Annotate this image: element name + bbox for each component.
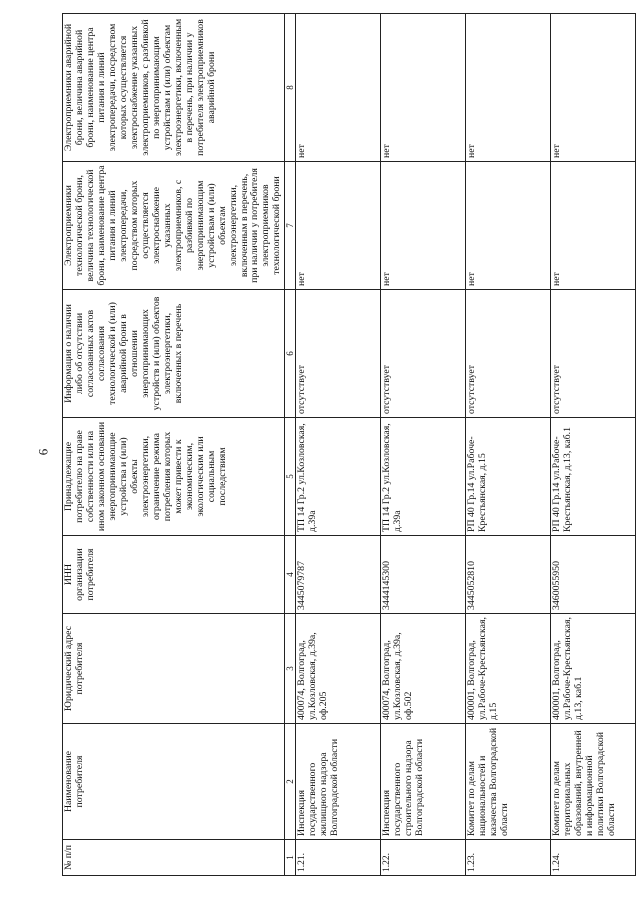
consumer-acts: отсутствует [296,290,381,418]
column-number: 8 [285,14,296,162]
consumer-address: 400001, Волгоград, ул.Рабоче-Крестьянская, д.15 [466,614,551,724]
header-acts: Информация о наличии либо об отсутствии согласованных актов согласования технологической и (или) аварийной брони в отношении энергопринимающих устройств и (или) объектов электроэнергетики, включенных в перечень [63,290,285,418]
header-name: Наименование потребителя [63,724,285,840]
consumer-inn: 3460055950 [551,536,636,614]
header-address: Юридический адрес потребителя [63,614,285,724]
table-row [551,14,636,876]
consumer-tech-reserve: нет [296,162,381,290]
consumer-devices: ТП 14 Гр.2 ул.Козловская, д.39а [296,418,381,536]
column-number: 6 [285,290,296,418]
row-number: 1.21. [296,840,381,876]
column-number: 3 [285,614,296,724]
consumer-devices: РП 40 Гр.14 ул.Рабоче-Крестьянская, д.15 [466,418,551,536]
header-emergency-reserve: Электроприемники аварийной брони, величина аварийной брони, наименование центра питания и линий электропередачи, посредством которых осуществляется электроснабжение указанных электроприемников, с разбивкой по энергопринимающим устройствам и (или) объектам электроэнергетики, включенным в перечень, при наличии у потребителя электроприемников аварийной брони [63,14,285,162]
consumer-emergency-reserve: нет [296,14,381,162]
header-num: № п/п [63,840,285,876]
column-number: 2 [285,724,296,840]
consumers-table-container [62,18,618,876]
consumer-name: Комитет по делам территориальных образований, внутренней и информационной политики Волгоградской области [551,724,636,840]
consumer-acts: отсутствует [551,290,636,418]
consumer-tech-reserve: нет [381,162,466,290]
column-numbers-row [285,14,296,876]
consumer-devices: ТП 14 Гр.2 ул.Козловская, д.39а [381,418,466,536]
consumer-acts: отсутствует [381,290,466,418]
header-tech-reserve: Электроприемники технологической брони, величина технологической брони, наименование центра питания и линий электропередачи, посредством которых осуществляется электроснабжение указанных электроприемников, с разбивкой по энергопринимающим устройствам и (или) объектам электроэнергетики, включенным в перечень, при наличии у потребителя электроприемников технологической брони [63,162,285,290]
consumer-devices: РП 40 Гр.14 ул.Рабоче-Крестьянская, д.13, каб.1 [551,418,636,536]
row-number: 1.24. [551,840,636,876]
page-number: 6 [35,448,51,456]
header-inn: ИНН организации потребителя [63,536,285,614]
header-row [63,14,285,876]
consumer-address: 400074, Волгоград, ул.Козловская, д.39а, оф.502 [381,614,466,724]
consumer-emergency-reserve: нет [381,14,466,162]
consumer-acts: отсутствует [466,290,551,418]
consumer-inn: 3445079787 [296,536,381,614]
consumer-address: 400074, Волгоград, ул.Козловская, д.39а, оф.205 [296,614,381,724]
consumer-tech-reserve: нет [551,162,636,290]
column-number: 7 [285,162,296,290]
table-row [296,14,381,876]
row-number: 1.23. [466,840,551,876]
consumer-inn: 3444145300 [381,536,466,614]
column-number: 1 [285,840,296,876]
header-devices: Принадлежащие потребителю на праве собственности или на ином законном основании энергопринимающие устройства и (или) объекты электроэнергетики, ограничение режима потребления которых может привести к экономическим, экологическим или социальным последствиям [63,418,285,536]
consumer-name: Инспекция государственного строительного надзора Волгоградской области [381,724,466,840]
row-number: 1.22. [381,840,466,876]
column-number: 5 [285,418,296,536]
consumer-inn: 3445052810 [466,536,551,614]
consumer-emergency-reserve: нет [551,14,636,162]
consumer-name: Комитет по делам национальностей и казачества Волгоградской области [466,724,551,840]
consumers-table [62,13,636,876]
table-row [381,14,466,876]
consumer-address: 400001, Волгоград, ул.Рабоче-Крестьянская, д.13, каб.1 [551,614,636,724]
consumer-emergency-reserve: нет [466,14,551,162]
table-row [466,14,551,876]
column-number: 4 [285,536,296,614]
consumer-name: Инспекция государственного жилищного надзора Волгоградской области [296,724,381,840]
consumer-tech-reserve: нет [466,162,551,290]
